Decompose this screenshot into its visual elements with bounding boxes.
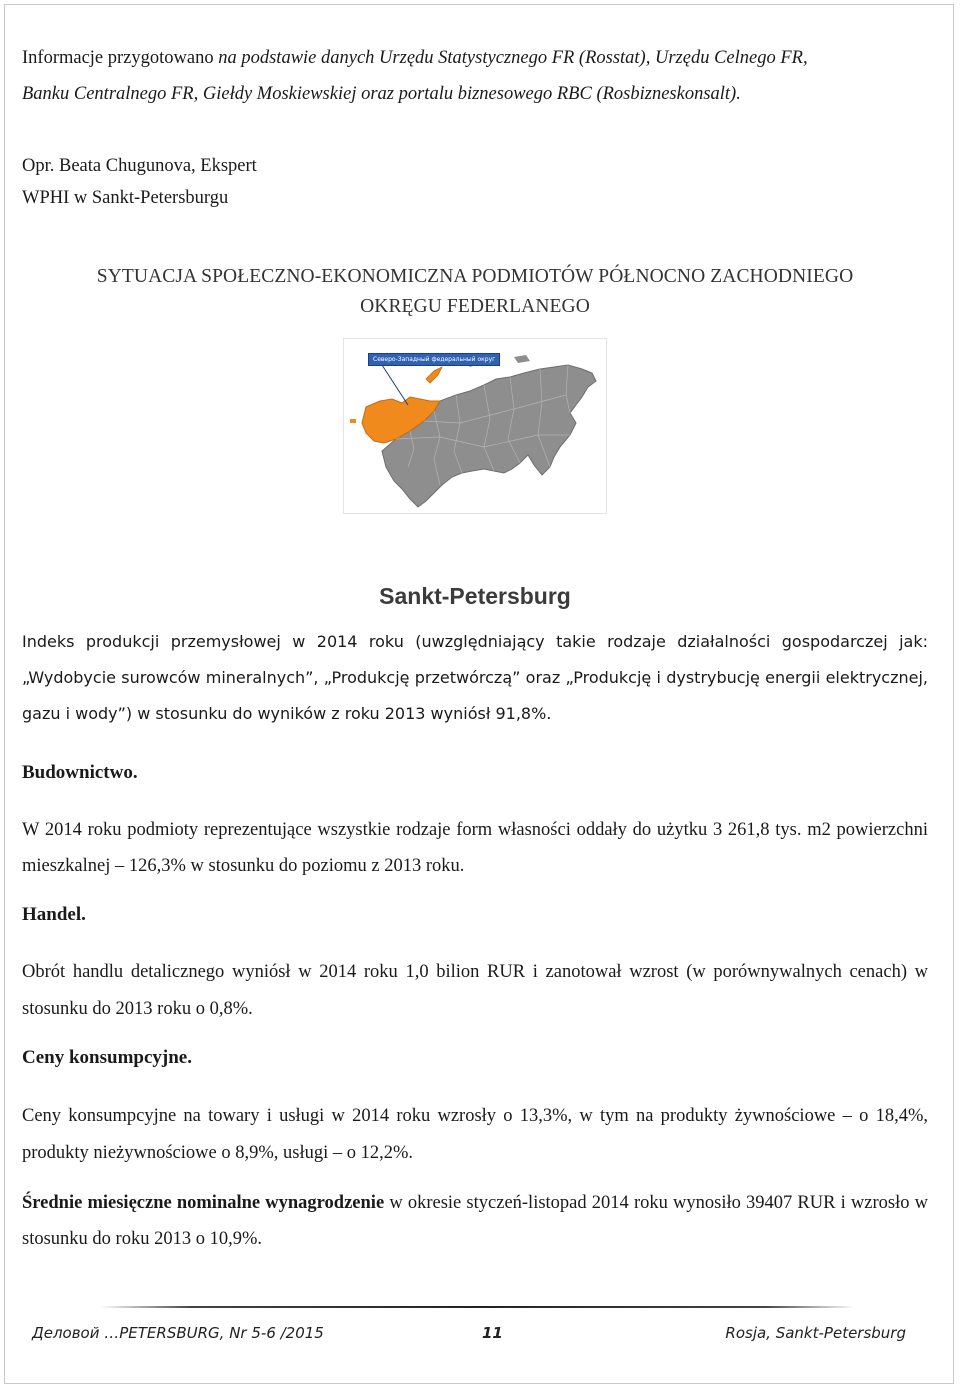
prices-section — [22, 1043, 928, 1172]
headline-line-2: OKRĘGU FEDERLANEGO — [360, 296, 590, 317]
city-title: Sankt-Petersburg — [379, 583, 571, 609]
section-headline — [22, 262, 928, 322]
industry-paragraph: Indeks produkcji przemysłowej w 2014 roku (uwzględniający takie rodzaje działalności gospodarczej jak: „Wydobycie surowców mineralnych”, „Produkcję przetwórczą” oraz „Produkcję i dystrybucję energii elektrycznej, gazu i wody”) w stosunku do wyników z roku 2013 wyniósł 91,8%. — [22, 632, 928, 723]
wages-bold-label: Średnie miesięczne nominalne wynagrodzenie — [22, 1193, 385, 1213]
map-pointer-line — [382, 365, 408, 405]
intro-text-italic-2: Banku Centralnego FR, Giełdy Moskiewskiej oraz portalu biznesowego RBC (Rosbizneskonsalt). — [22, 84, 741, 104]
footer-publication: Деловой …PETERSBURG, Nr 5-6 /2015 — [32, 1324, 324, 1342]
construction-section — [22, 758, 928, 884]
russia-map-figure — [343, 338, 607, 514]
russia-mainland-shape — [382, 365, 596, 507]
prices-paragraph: Ceny konsumpcyjne na towary i usługi w 2014 roku wzrosły o 13,3%, w tym na produkty żywnościowe – o 18,4%, produkty nieżywnościowe o 8,9%, usługi – o 12,2%. — [22, 1106, 928, 1163]
trade-paragraph: Obrót handlu detalicznego wyniósł w 2014 roku 1,0 bilion RUR i zanotował wzrost (w porównywalnych cenach) w stosunku do 2013 roku o 0,8%. — [22, 962, 928, 1019]
footer-page-number: 11 — [482, 1324, 503, 1342]
author-affiliation: WPHI w Sankt-Petersburgu — [22, 188, 229, 208]
author-block — [22, 150, 257, 214]
wages-paragraph — [22, 1185, 928, 1257]
intro-paragraph — [22, 40, 928, 112]
construction-paragraph: W 2014 roku podmioty reprezentujące wszystkie rodzaje form własności oddały do użytku 3 261,8 tys. m2 powierzchni mieszkalnej – 126,3% w stosunku do poziomu z 2013 roku. — [22, 820, 928, 876]
construction-heading: Budownictwo. — [22, 762, 138, 783]
footer-divider — [100, 1306, 856, 1308]
novaya-zemlya-shape — [426, 367, 442, 383]
wages-section — [22, 1185, 928, 1257]
prices-heading: Ceny konsumpcyjne. — [22, 1047, 192, 1068]
trade-section — [22, 900, 928, 1028]
industry-section — [22, 624, 928, 732]
intro-text-italic-1: na podstawie danych Urzędu Statystycznego FR (Rosstat), Urzędu Celnego FR, — [218, 48, 808, 68]
page-footer — [32, 1320, 906, 1346]
trade-heading: Handel. — [22, 904, 86, 925]
map-district-label: Северо-Западный федеральный округ — [368, 353, 500, 366]
author-name: Opr. Beata Chugunova, Ekspert — [22, 156, 257, 176]
wages-text: w okresie styczeń-listopad 2014 roku wynosiło 39407 RUR i wzrosło w stosunku do roku 2013 o 10,9%. — [22, 1193, 929, 1249]
kaliningrad-shape — [350, 419, 356, 423]
footer-location: Rosja, Sankt-Petersburg — [725, 1324, 906, 1342]
headline-line-1: SYTUACJA SPOŁECZNO-EKONOMICZNA PODMIOTÓW PÓŁNOCNO ZACHODNIEGO — [96, 266, 854, 287]
intro-text-plain: Informacje przygotowano — [22, 48, 219, 68]
